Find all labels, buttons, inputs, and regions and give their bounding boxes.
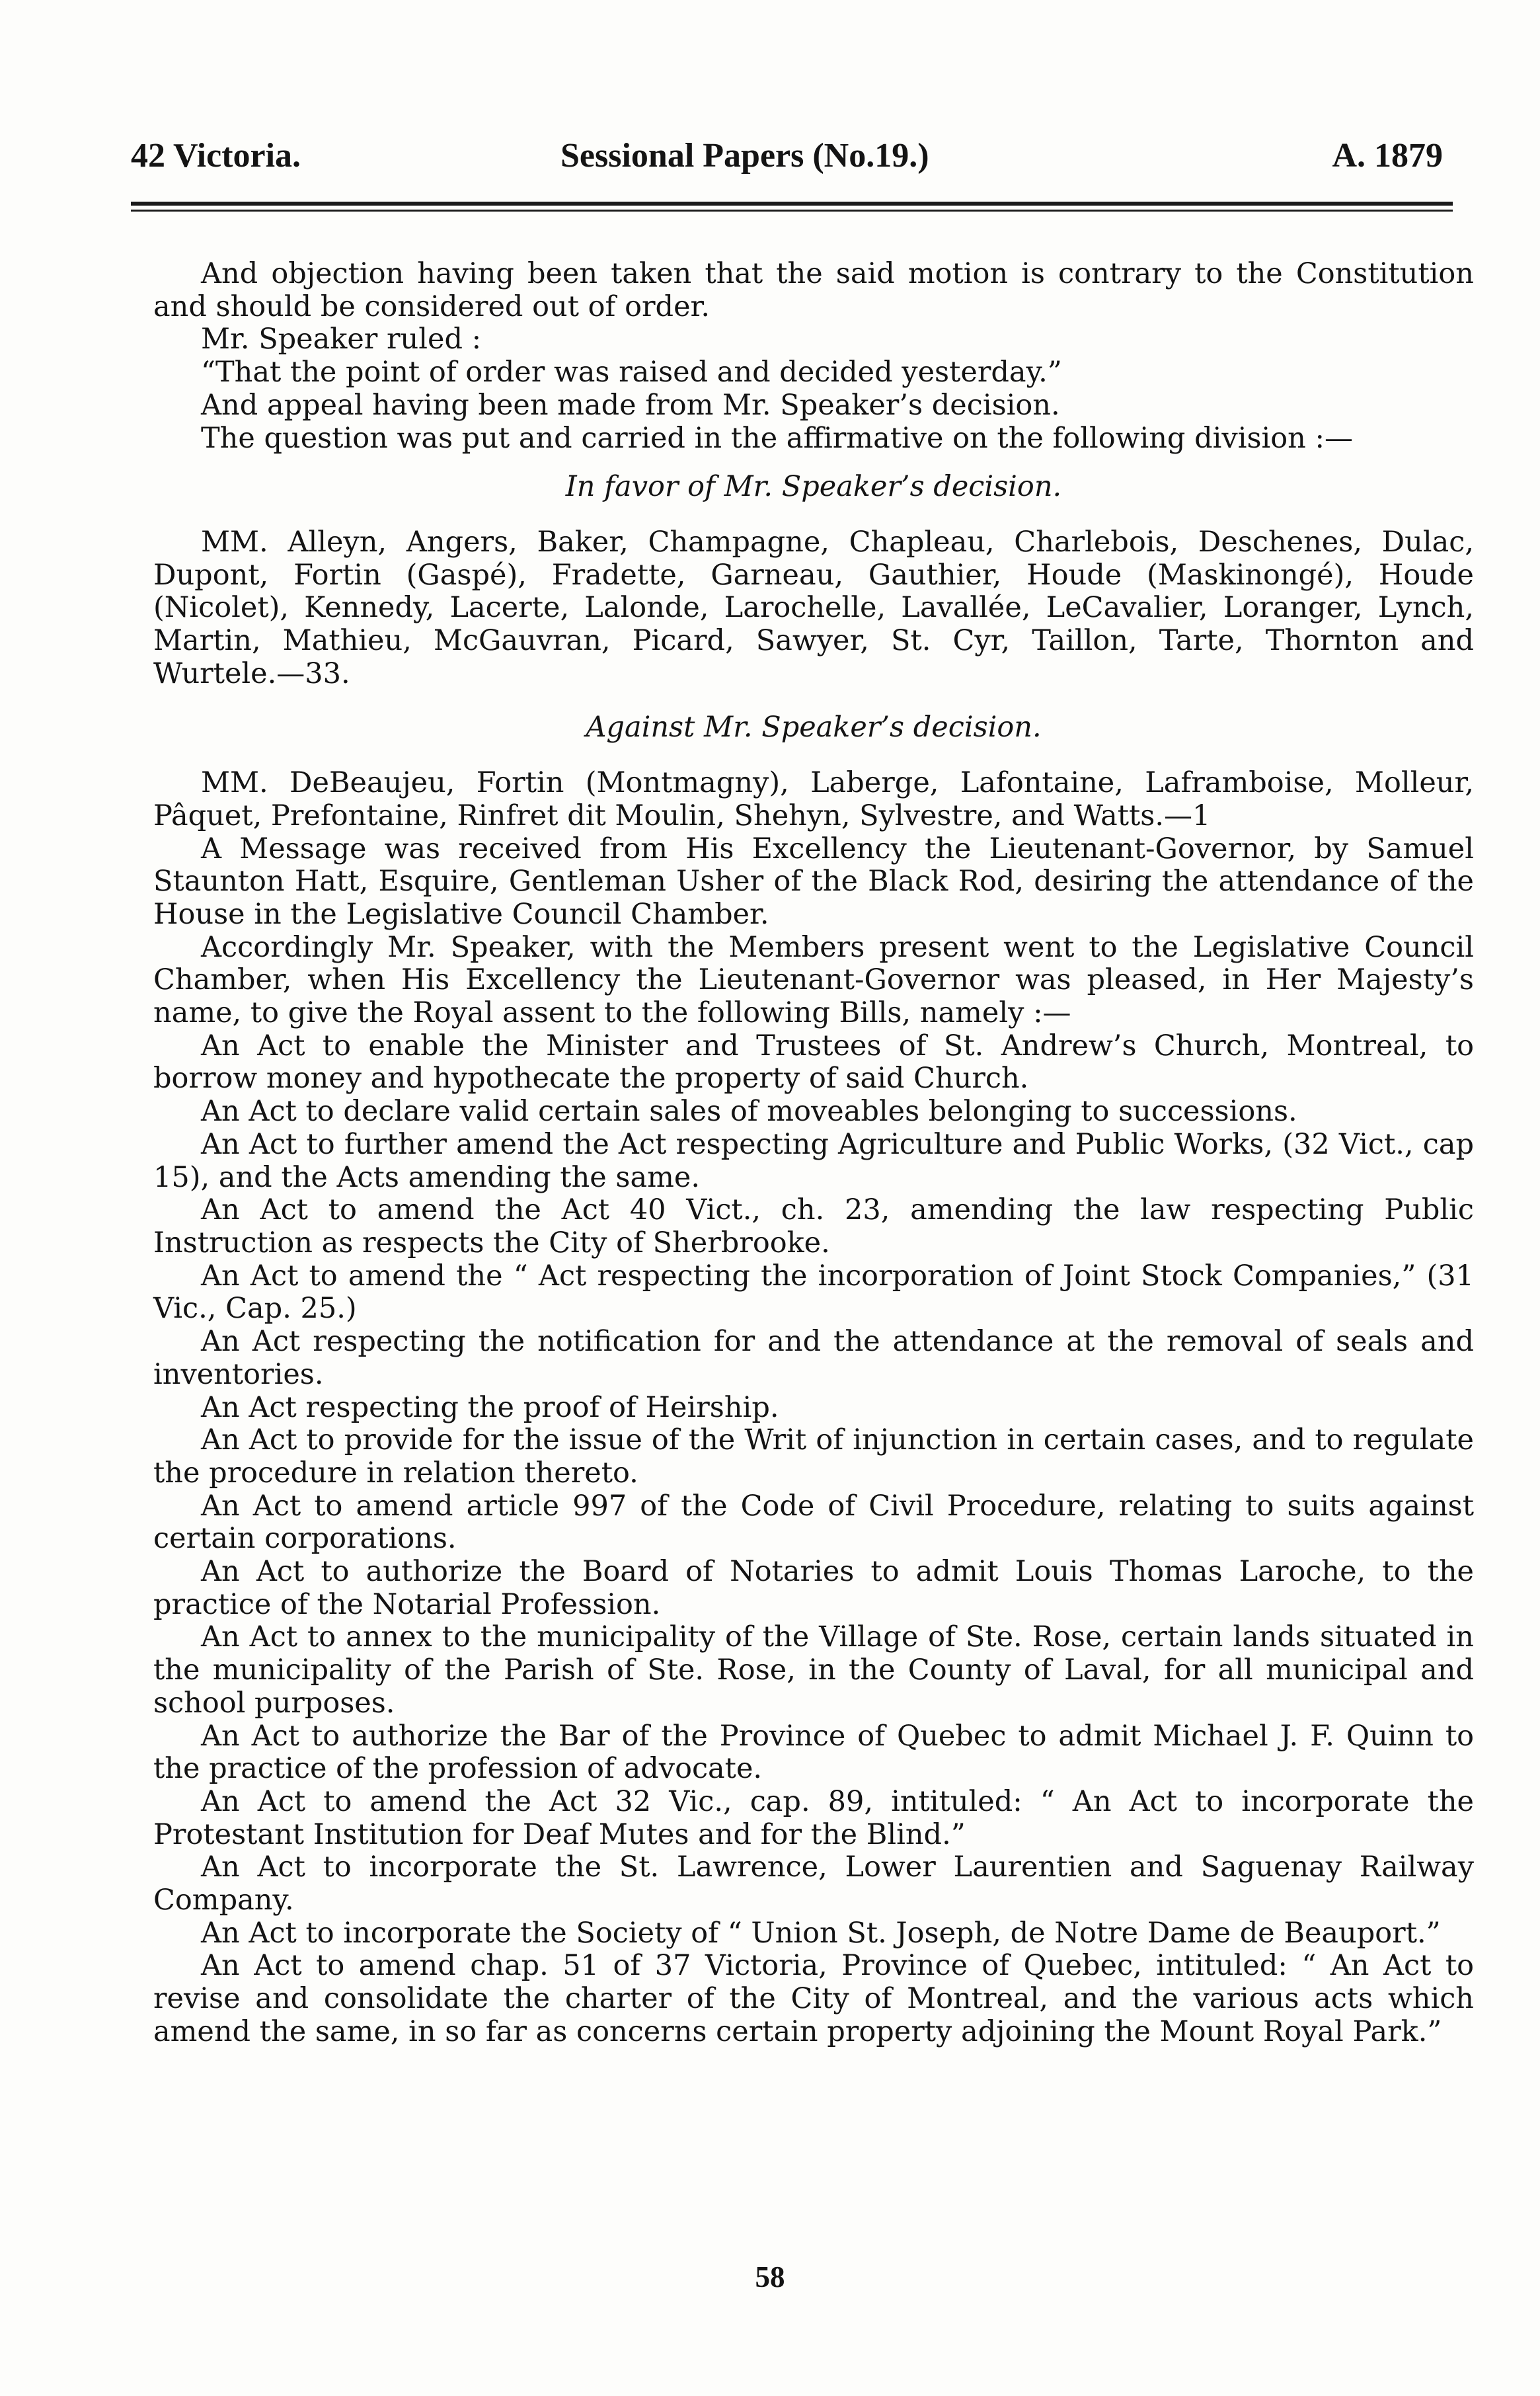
header-volume: 42 Victoria. xyxy=(131,137,301,175)
paragraph: Mr. Speaker ruled : xyxy=(201,323,482,356)
bill-item: An Act respecting the notification for and the attendance at the removal of seals and inventories. xyxy=(153,1325,1474,1391)
paragraph: The question was put and carried in the affirmative on the following division :— xyxy=(201,421,1354,455)
bill-item: An Act to provide for the issue of the Writ of injunction in certain cases, and to regulate the procedure in relation thereto. xyxy=(153,1423,1474,1490)
paragraph: Accordingly Mr. Speaker, with the Members present went to the Legislative Council Chamber, when His Excellency the Lieutenant-Governor was pleased, in Her Majesty’s name, to give the Royal assent to the following Bills, namely :— xyxy=(153,930,1474,1030)
page-number: 58 xyxy=(755,2260,785,2294)
bill-item: An Act to amend article 997 of the Code of Civil Procedure, relating to suits against certain corporations. xyxy=(153,1489,1474,1556)
paragraph: A Message was received from His Excellency the Lieutenant-Governor, by Samuel Staunton Hatt, Esquire, Gentleman Usher of the Black Rod, desiring the attendance of the House in the Legislative Council Chamber. xyxy=(153,832,1474,931)
paragraph: “That the point of order was raised and decided yesterday.” xyxy=(201,356,1062,389)
bill-item: An Act to enable the Minister and Trustees of St. Andrew’s Church, Montreal, to borrow money and hypothecate the property of said Church. xyxy=(153,1029,1474,1096)
bill-item: An Act to declare valid certain sales of moveables belonging to successions. xyxy=(201,1095,1297,1129)
running-header xyxy=(131,130,1449,182)
bill-item: An Act to further amend the Act respecting Agriculture and Public Works, (32 Vict., cap 15), and the Acts amending the same. xyxy=(153,1127,1474,1194)
header-year: A. 1879 xyxy=(1332,137,1443,175)
division-heading-against: Against Mr. Speaker’s decision. xyxy=(586,711,1042,744)
division-heading-in-favor: In favor of Mr. Speaker’s decision. xyxy=(565,470,1062,504)
bill-item: An Act to annex to the municipality of the Village of Ste. Rose, certain lands situated in the municipality of the Parish of Ste. Rose, in the County of Laval, for all municipal and school purposes. xyxy=(153,1620,1474,1720)
bill-item: An Act respecting the proof of Heirship. xyxy=(201,1390,779,1424)
paragraph: MM. Alleyn, Angers, Baker, Champagne, Chapleau, Charlebois, Deschenes, Dulac, Dupont, Fortin (Gaspé), Fradette, Garneau, Gauthier, Houde (Maskinongé), Houde (Nicolet), Kennedy, Lacerte, Lalonde, Larochelle, Lavallée, LeCavalier, Loranger, Lynch, Martin, Mathieu, McGauvran, Picard, Sawyer, St. Cyr, Taillon, Tarte, Thornton and Wurtele.—33. xyxy=(153,525,1474,690)
paragraph: And appeal having been made from Mr. Speaker’s decision. xyxy=(201,388,1060,422)
bill-item: An Act to incorporate the Society of “ Union St. Joseph, de Notre Dame de Beauport.” xyxy=(201,1916,1441,1950)
body-text xyxy=(153,258,1474,2049)
paragraph: And objection having been taken that the said motion is contrary to the Constitution and should be considered out of order. xyxy=(153,257,1474,323)
bill-item: An Act to amend the Act 32 Vic., cap. 89, intituled: “ An Act to incorporate the Protestant Institution for Deaf Mutes and for the Blind.” xyxy=(153,1784,1474,1851)
bill-item: An Act to amend the “ Act respecting the incorporation of Joint Stock Companies,” (31 Vic., Cap. 25.) xyxy=(153,1259,1474,1326)
bill-item: An Act to authorize the Board of Notaries to admit Louis Thomas Laroche, to the practice of the Notarial Profession. xyxy=(153,1555,1474,1621)
bill-item: An Act to amend the Act 40 Vict., ch. 23, amending the law respecting Public Instruction as respects the City of Sherbrooke. xyxy=(153,1193,1474,1259)
header-rule-thin xyxy=(131,210,1453,212)
paragraph: MM. DeBeaujeu, Fortin (Montmagny), Laberge, Lafontaine, Laframboise, Molleur, Pâquet, Prefontaine, Rinfret dit Moulin, Shehyn, Sylvestre, and Watts.—1 xyxy=(153,766,1474,832)
bill-item: An Act to amend chap. 51 of 37 Victoria, Province of Quebec, intituled: “ An Act to revise and consolidate the charter of the City of Montreal, and the various acts which amend the same, in so far as concerns certain property adjoining the Mount Royal Park.” xyxy=(153,1949,1474,2048)
header-title: Sessional Papers (No.19.) xyxy=(560,137,929,175)
header-rule-thick xyxy=(131,202,1453,206)
bill-item: An Act to incorporate the St. Lawrence, Lower Laurentien and Saguenay Railway Company. xyxy=(153,1851,1474,1917)
bill-item: An Act to authorize the Bar of the Province of Quebec to admit Michael J. F. Quinn to the practice of the profession of advocate. xyxy=(153,1719,1474,1786)
